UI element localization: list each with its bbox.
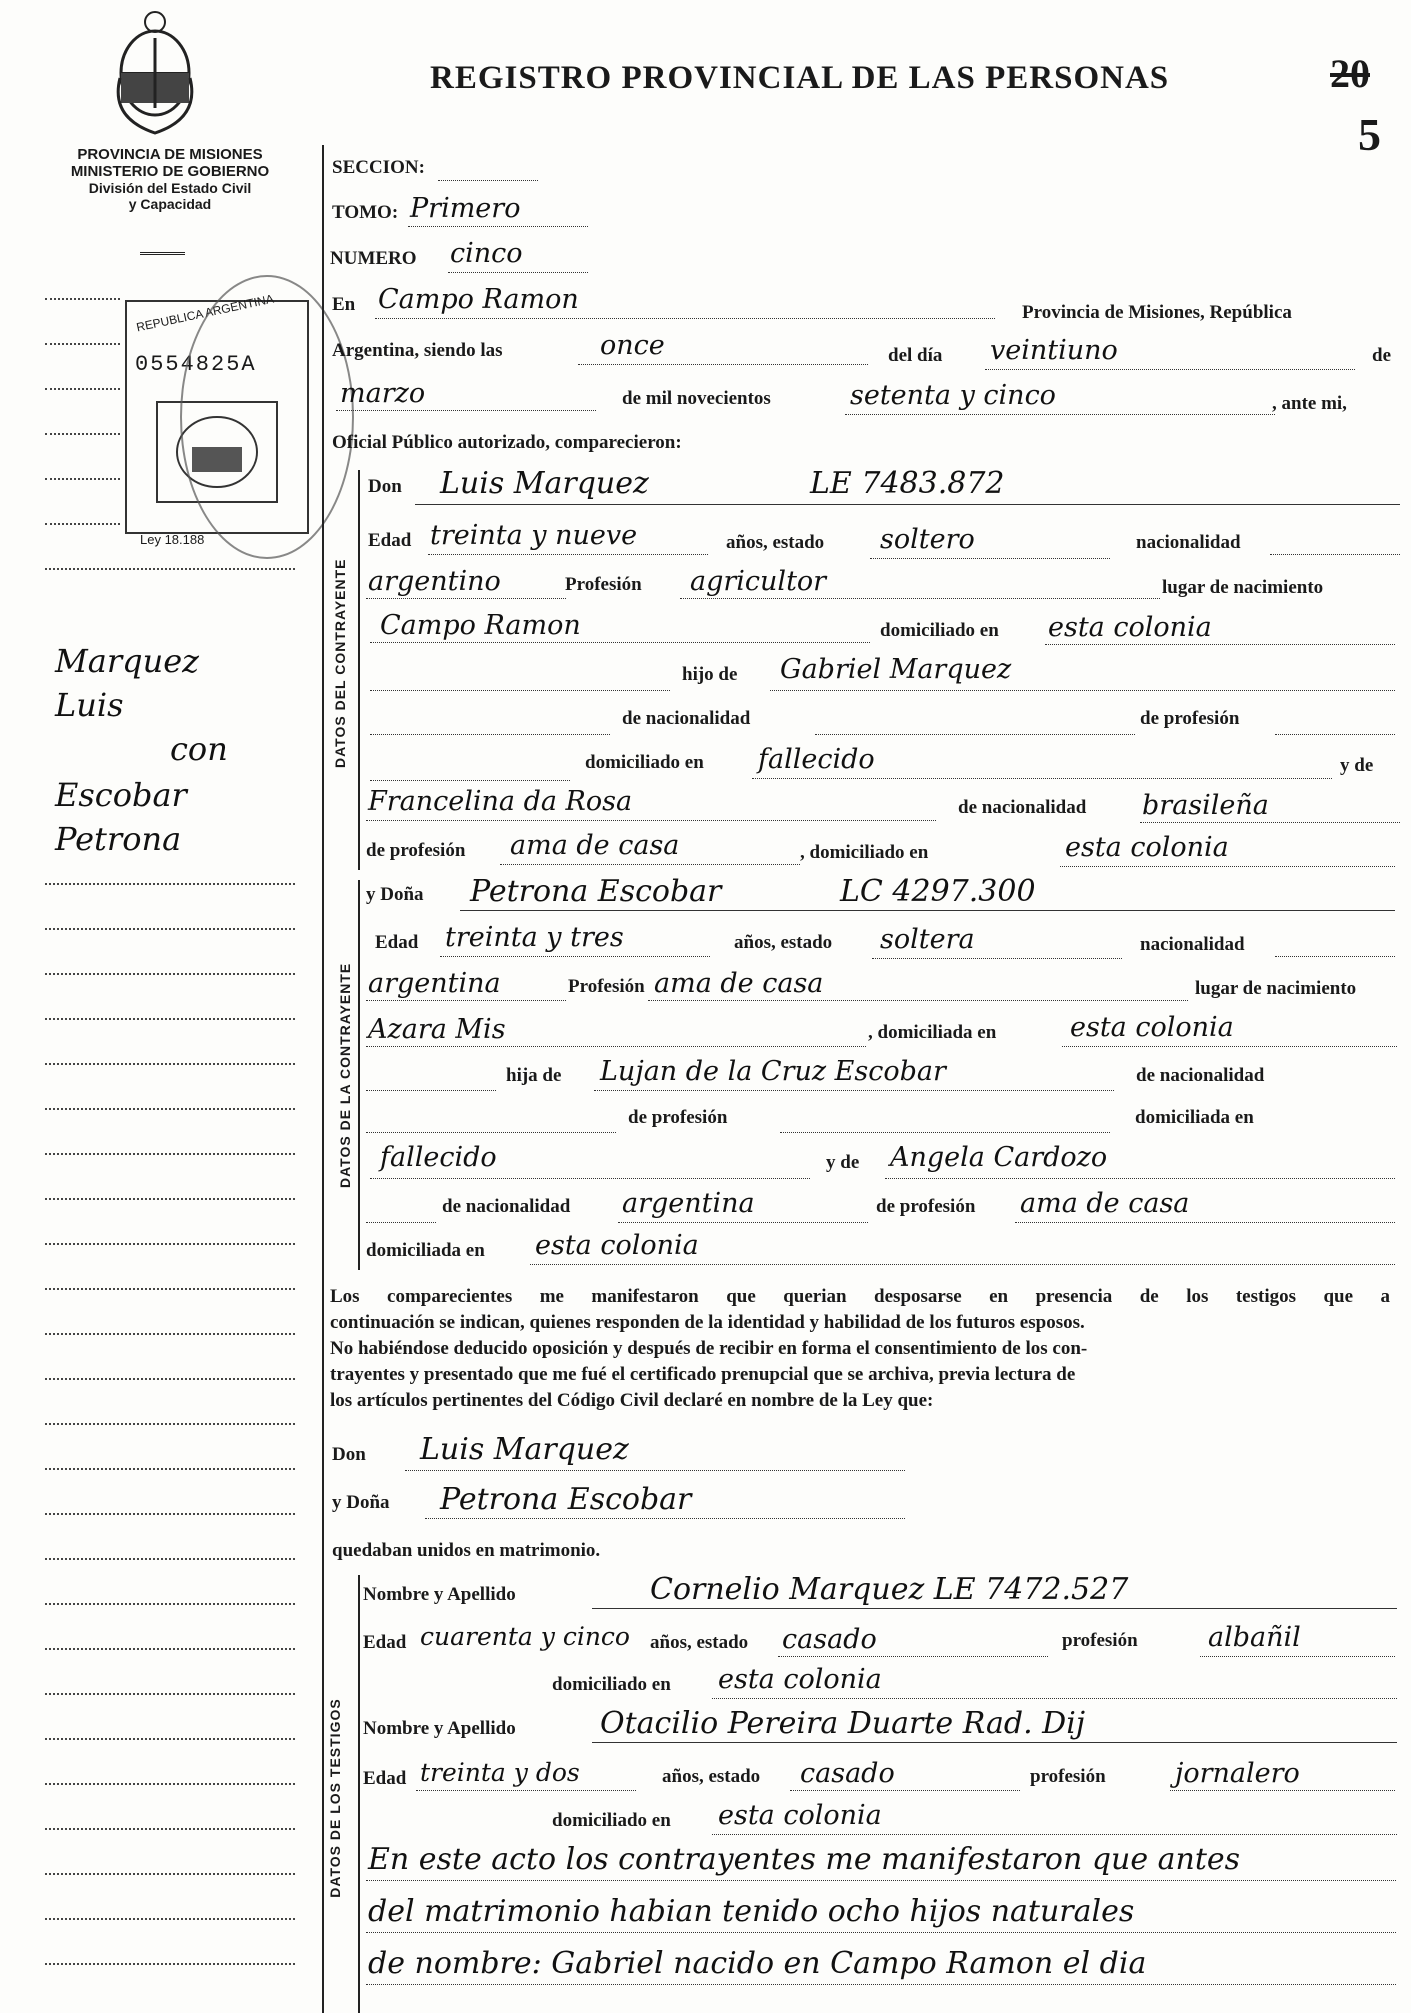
declaration-line-2: continuación se indican, quienes responden de la identidad y habilidad de los futuros esposos. xyxy=(330,1312,1085,1333)
margin-line xyxy=(45,1108,295,1110)
t2-name: Otacilio Pereira Duarte Rad. Dij xyxy=(600,1706,1086,1741)
margin-line xyxy=(45,1828,295,1830)
contrayente-side-label: DATOS DEL CONTRAYENTE xyxy=(332,558,348,768)
contrayenta-bar xyxy=(358,880,360,1270)
margin-line xyxy=(45,1018,295,1020)
bride-father: Lujan de la Cruz Escobar xyxy=(600,1056,946,1087)
groom-estado: soltero xyxy=(880,524,975,555)
bride-profesion: ama de casa xyxy=(654,968,824,999)
bride-mother-nac-label: de nacionalidad xyxy=(442,1196,571,1217)
bride-lugar-label: lugar de nacimiento xyxy=(1195,978,1357,999)
page-number: 5 xyxy=(1358,109,1381,160)
seccion-label: SECCION: xyxy=(332,157,425,178)
groom-father-dom-label: domiciliado en xyxy=(585,752,704,773)
org-line-1: PROVINCIA DE MISIONES xyxy=(77,146,263,163)
groom-domicilio: esta colonia xyxy=(1048,612,1212,643)
contrayente-bar xyxy=(358,470,360,870)
bride-document: LC 4297.300 xyxy=(840,874,1036,909)
margin-line xyxy=(45,1063,295,1065)
bride-mother-prof: ama de casa xyxy=(1020,1188,1190,1219)
stamp-country: REPUBLICA ARGENTINA xyxy=(135,291,275,335)
margin-line xyxy=(45,973,295,975)
declaration-line-4: trayentes y presentado que me fué el certificado prenupcial que se archiva, previa lectura de xyxy=(330,1364,1076,1385)
tomo-label: TOMO: xyxy=(332,202,399,223)
margin-line xyxy=(45,883,295,885)
bride-prof-label: Profesión xyxy=(568,976,645,997)
bride-mother: Angela Cardozo xyxy=(890,1142,1108,1173)
bride-father-domicilio: fallecido xyxy=(380,1142,497,1173)
bride-name: Petrona Escobar xyxy=(470,874,722,909)
stamp-serial: 0554825A xyxy=(135,352,257,377)
bride-lugar: Azara Mis xyxy=(368,1014,506,1045)
note-line-2: del matrimonio habian tenido ocho hijos naturales xyxy=(368,1894,1135,1929)
en-label: En xyxy=(332,294,356,315)
testigos-bar xyxy=(358,1575,360,2013)
oficial-text: Oficial Público autorizado, comparecieron: xyxy=(332,432,682,453)
groom-mother-nac-label: de nacionalidad xyxy=(958,797,1087,818)
t1-edad-label: Edad xyxy=(363,1632,407,1653)
bride-nac-label: nacionalidad xyxy=(1140,934,1245,955)
margin-line xyxy=(45,1333,295,1335)
groom-anos-label: años, estado xyxy=(726,532,825,553)
place-value: Campo Ramon xyxy=(378,284,579,315)
tomo-value: Primero xyxy=(410,193,521,224)
note-line-1: En este acto los contrayentes me manifestaron que antes xyxy=(368,1842,1241,1877)
groom-name: Luis Marquez xyxy=(440,466,649,501)
groom-nacionalidad: argentino xyxy=(368,566,501,597)
margin-line xyxy=(45,1963,295,1965)
groom-age: treinta y nueve xyxy=(430,520,638,551)
page-number-struck: 20 xyxy=(1330,51,1370,96)
groom-lugar-label: lugar de nacimiento xyxy=(1162,577,1324,598)
t1-profesion: albañil xyxy=(1208,1622,1301,1653)
t2-anos-label: años, estado xyxy=(662,1766,761,1787)
note-line-3: de nombre: Gabriel nacido en Campo Ramon el dia xyxy=(368,1946,1147,1981)
groom-prof-label: Profesión xyxy=(565,574,642,595)
margin-note-line-2: Luis xyxy=(55,686,124,724)
year-value: setenta y cinco xyxy=(850,380,1056,411)
contrayenta-side-label: DATOS DE LA CONTRAYENTE xyxy=(337,962,353,1188)
groom-father-prof-label: de profesión xyxy=(1140,708,1240,729)
margin-line xyxy=(45,568,295,570)
margin-line xyxy=(45,1783,295,1785)
bride-father-prof-label: de profesión xyxy=(628,1107,728,1128)
bride-hija-label: hija de xyxy=(506,1065,562,1086)
decl-dona-label: y Doña xyxy=(332,1492,390,1513)
del-dia-label: del día xyxy=(888,345,943,366)
declaration-line-5: los artículos pertinentes del Código Civil declaré en nombre de la Ley que: xyxy=(330,1390,934,1411)
t1-estado: casado xyxy=(782,1624,877,1655)
margin-line xyxy=(45,1873,295,1875)
groom-lugar: Campo Ramon xyxy=(380,610,581,641)
margin-line xyxy=(45,1423,295,1425)
groom-mother: Francelina da Rosa xyxy=(368,786,633,817)
testigos-side-label: DATOS DE LOS TESTIGOS xyxy=(327,1698,343,1898)
margin-line xyxy=(45,1198,295,1200)
bride-father-dom-label: domiciliada en xyxy=(1135,1107,1254,1128)
argentina-text: Argentina, siendo las xyxy=(332,340,503,361)
groom-father-nac-label: de nacionalidad xyxy=(622,708,751,729)
groom-father-domicilio: fallecido xyxy=(758,744,875,775)
margin-line xyxy=(45,1738,295,1740)
margin-line xyxy=(45,1153,295,1155)
org-header xyxy=(40,146,300,212)
t2-age: treinta y dos xyxy=(420,1758,580,1787)
bride-anos-label: años, estado xyxy=(734,932,833,953)
margin-line xyxy=(45,343,120,345)
don-label: Don xyxy=(368,476,402,497)
t2-estado: casado xyxy=(800,1758,895,1789)
decl-dona-name: Petrona Escobar xyxy=(440,1482,692,1517)
margin-line xyxy=(45,298,120,300)
t2-dom-label: domiciliado en xyxy=(552,1810,671,1831)
bride-estado: soltera xyxy=(880,924,975,955)
declaration-line-1: Los comparecientes me manifestaron que querian desposarse en presencia de los testigos que a xyxy=(330,1286,1390,1307)
t2-edad-label: Edad xyxy=(363,1768,407,1789)
stamp-law: Ley 18.188 xyxy=(140,532,205,547)
groom-mother-prof: ama de casa xyxy=(510,830,680,861)
margin-line xyxy=(45,1288,295,1290)
margin-line xyxy=(45,1243,295,1245)
margin-line xyxy=(45,1693,295,1695)
margin-line xyxy=(45,928,295,930)
bride-dom-label: , domiciliada en xyxy=(868,1022,997,1043)
bride-y-de-label: y de xyxy=(826,1152,860,1173)
t2-nombre-label: Nombre y Apellido xyxy=(363,1718,516,1739)
coat-of-arms-icon xyxy=(110,8,200,143)
bride-mother-nac: argentina xyxy=(622,1188,755,1219)
page-title: REGISTRO PROVINCIAL DE LAS PERSONAS xyxy=(430,60,1170,96)
t1-nombre-label: Nombre y Apellido xyxy=(363,1584,516,1605)
decl-don-name: Luis Marquez xyxy=(420,1432,629,1467)
margin-line xyxy=(45,433,120,435)
de-label: de xyxy=(1372,345,1391,366)
margin-line xyxy=(45,1603,295,1605)
t1-domicilio: esta colonia xyxy=(718,1664,882,1695)
numero-value: cinco xyxy=(450,238,523,269)
margin-line xyxy=(45,1648,295,1650)
bride-mother-prof-label: de profesión xyxy=(876,1196,976,1217)
decl-closing: quedaban unidos en matrimonio. xyxy=(332,1540,601,1561)
groom-hijo-label: hijo de xyxy=(682,664,738,685)
org-line-3: División del Estado Civil xyxy=(88,180,252,196)
org-line-2: MINISTERIO DE GOBIERNO xyxy=(70,163,270,180)
margin-line xyxy=(45,388,120,390)
margin-line xyxy=(45,523,120,525)
mil-label: de mil novecientos xyxy=(622,388,771,409)
groom-document: LE 7483.872 xyxy=(810,466,1005,501)
day-value: veintiuno xyxy=(990,335,1118,366)
province-text: Provincia de Misiones, República xyxy=(1022,302,1292,323)
groom-nac-label: nacionalidad xyxy=(1136,532,1241,553)
stamp-seal xyxy=(180,275,354,559)
bride-father-nac-label: de nacionalidad xyxy=(1136,1065,1265,1086)
bride-domicilio: esta colonia xyxy=(1070,1012,1234,1043)
t1-prof-label: profesión xyxy=(1062,1630,1138,1651)
groom-dom-label: domiciliado en xyxy=(880,620,999,641)
bride-nacionalidad: argentina xyxy=(368,968,501,999)
groom-profesion: agricultor xyxy=(690,566,827,597)
t1-name: Cornelio Marquez LE 7472.527 xyxy=(650,1572,1129,1607)
margin-note-line-1: Marquez xyxy=(55,642,200,680)
main-divider xyxy=(322,145,324,2013)
margin-line xyxy=(45,1378,295,1380)
numero-label: NUMERO xyxy=(330,248,417,269)
declaration-line-3: No habiéndose deducido oposición y después de recibir en forma el consentimiento de los con- xyxy=(330,1338,1088,1359)
t1-dom-label: domiciliado en xyxy=(552,1674,671,1695)
groom-mother-nac: brasileña xyxy=(1142,790,1269,821)
margin-note-line-3: con xyxy=(170,730,228,768)
month-value: marzo xyxy=(340,378,426,409)
margin-line xyxy=(45,1918,295,1920)
t2-domicilio: esta colonia xyxy=(718,1800,882,1831)
bride-age: treinta y tres xyxy=(445,922,624,953)
margin-note-line-5: Petrona xyxy=(55,820,182,858)
ante-label: , ante mi, xyxy=(1272,393,1347,414)
margin-line xyxy=(45,1558,295,1560)
t1-age: cuarenta y cinco xyxy=(420,1622,630,1651)
margin-line xyxy=(45,478,120,480)
t1-anos-label: años, estado xyxy=(650,1632,749,1653)
groom-father: Gabriel Marquez xyxy=(780,654,1012,685)
groom-edad-label: Edad xyxy=(368,530,412,551)
margin-line xyxy=(45,1468,295,1470)
groom-y-de-label: y de xyxy=(1340,755,1374,776)
dona-label: y Doña xyxy=(366,884,424,905)
org-line-4: y Capacidad xyxy=(128,196,212,212)
header-divider xyxy=(140,252,185,255)
bride-edad-label: Edad xyxy=(375,932,419,953)
bride-mother-dom-label: domiciliada en xyxy=(366,1240,485,1261)
groom-mother-dom-label: , domiciliado en xyxy=(800,842,929,863)
groom-mother-prof-label: de profesión xyxy=(366,840,466,861)
hour-value: once xyxy=(600,330,665,361)
bride-mother-dom: esta colonia xyxy=(535,1230,699,1261)
margin-line xyxy=(45,1513,295,1515)
groom-mother-dom: esta colonia xyxy=(1065,832,1229,863)
margin-note-line-4: Escobar xyxy=(55,776,187,814)
t2-profesion: jornalero xyxy=(1175,1758,1300,1789)
decl-don-label: Don xyxy=(332,1444,366,1465)
t2-prof-label: profesión xyxy=(1030,1766,1106,1787)
declaration-text xyxy=(330,1284,1390,1414)
